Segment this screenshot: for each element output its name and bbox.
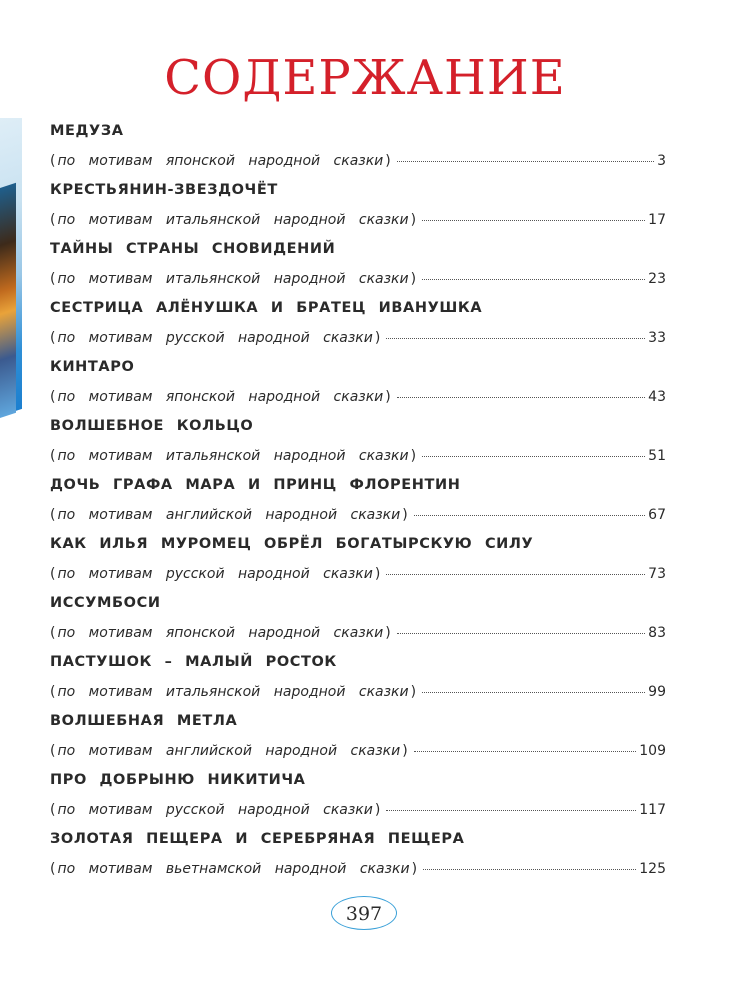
close-paren: ) [410, 448, 417, 464]
toc-entry-title: МЕДУЗА [50, 123, 124, 139]
toc-entry-subtitle: по мотивам вьетнамской народной сказки [57, 861, 410, 877]
toc-entry-subtitle: по мотивам итальянской народной сказки [57, 271, 409, 287]
page-number: 397 [331, 896, 397, 930]
dot-leader [422, 220, 645, 221]
toc-entry-subtitle: по мотивам русской народной сказки [57, 802, 373, 818]
toc-entry-title: ВОЛШЕБНОЕ КОЛЬЦО [50, 418, 254, 434]
toc-entry[interactable] [50, 117, 666, 176]
dot-leader [422, 692, 645, 693]
close-paren: ) [374, 330, 381, 346]
toc-entry-subtitle-line [50, 382, 666, 412]
book-spine-decoration [0, 118, 26, 418]
toc-entry-subtitle: по мотивам японской народной сказки [57, 625, 384, 641]
dot-leader [414, 751, 637, 752]
toc-entry-page: 117 [639, 802, 666, 818]
toc-entry[interactable] [50, 707, 666, 766]
toc-entry-page: 73 [648, 566, 666, 582]
toc-entry-subtitle-line [50, 854, 666, 884]
dot-leader [423, 869, 636, 870]
toc-entry-title: ПАСТУШОК – МАЛЫЙ РОСТОК [50, 654, 337, 670]
toc-entry[interactable] [50, 235, 666, 294]
open-paren: ( [50, 625, 56, 641]
toc-entry-title: ЗОЛОТАЯ ПЕЩЕРА И СЕРЕБРЯНАЯ ПЕЩЕРА [50, 831, 465, 847]
toc-entry[interactable] [50, 648, 666, 707]
toc-entry-title: ВОЛШЕБНАЯ МЕТЛА [50, 713, 238, 729]
open-paren: ( [50, 330, 56, 346]
toc-entry-page: 125 [639, 861, 666, 877]
close-paren: ) [402, 507, 408, 523]
dot-leader [386, 338, 645, 339]
toc-entry-subtitle: по мотивам итальянской народной сказки [57, 212, 409, 228]
open-paren: ( [50, 153, 56, 169]
open-paren: ( [50, 566, 56, 582]
toc-entry-page: 43 [648, 389, 666, 405]
toc-entry-page: 17 [648, 212, 666, 228]
toc-entry[interactable] [50, 412, 666, 471]
open-paren: ( [50, 684, 56, 700]
toc-entry[interactable] [50, 825, 666, 884]
toc-entry-title: ПРО ДОБРЫНЮ НИКИТИЧА [50, 772, 306, 788]
close-paren: ) [374, 802, 381, 818]
dot-leader [397, 161, 654, 162]
toc-entry-title: ИССУМБОСИ [50, 595, 161, 611]
toc-entry-page: 109 [639, 743, 666, 759]
dot-leader [422, 279, 645, 280]
open-paren: ( [50, 448, 56, 464]
close-paren: ) [410, 271, 417, 287]
toc-entry[interactable] [50, 471, 666, 530]
dot-leader [397, 633, 645, 634]
dot-leader [422, 456, 645, 457]
dot-leader [386, 574, 645, 575]
toc-entry-title: ДОЧЬ ГРАФА МАРА И ПРИНЦ ФЛОРЕНТИН [50, 477, 461, 493]
dot-leader [414, 515, 645, 516]
toc-entry[interactable] [50, 589, 666, 648]
close-paren: ) [385, 625, 391, 641]
close-paren: ) [410, 212, 417, 228]
toc-entry[interactable] [50, 176, 666, 235]
toc-entry-subtitle: по мотивам английской народной сказки [57, 507, 401, 523]
toc-entry-subtitle-line [50, 795, 666, 825]
toc-entry-title: КАК ИЛЬЯ МУРОМЕЦ ОБРЁЛ БОГАТЫРСКУЮ СИЛУ [50, 536, 534, 552]
toc-entry-subtitle: по мотивам японской народной сказки [57, 153, 384, 169]
open-paren: ( [50, 389, 56, 405]
toc-entry-page: 23 [648, 271, 666, 287]
open-paren: ( [50, 861, 56, 877]
toc-entry-subtitle-line [50, 736, 666, 766]
toc-entry-subtitle: по мотивам русской народной сказки [57, 330, 373, 346]
toc-entry-title: СЕСТРИЦА АЛЁНУШКА И БРАТЕЦ ИВАНУШКА [50, 300, 483, 316]
toc-entry-subtitle-line [50, 618, 666, 648]
close-paren: ) [410, 684, 417, 700]
page-title: СОДЕРЖАНИЕ [164, 50, 566, 106]
toc-entry-title: ТАЙНЫ СТРАНЫ СНОВИДЕНИЙ [50, 241, 336, 257]
toc-entry-subtitle-line [50, 264, 666, 294]
close-paren: ) [402, 743, 408, 759]
close-paren: ) [385, 153, 391, 169]
open-paren: ( [50, 212, 56, 228]
toc-entry-subtitle-line [50, 441, 666, 471]
toc-entry-subtitle-line [50, 500, 666, 530]
close-paren: ) [385, 389, 391, 405]
close-paren: ) [374, 566, 381, 582]
open-paren: ( [50, 743, 56, 759]
toc-entry-page: 83 [648, 625, 666, 641]
toc-entry-page: 99 [648, 684, 666, 700]
toc-entry-page: 51 [648, 448, 666, 464]
toc-entry[interactable] [50, 530, 666, 589]
toc-entry-title: КИНТАРО [50, 359, 135, 375]
toc-entry[interactable] [50, 766, 666, 825]
toc-entry-subtitle-line [50, 146, 666, 176]
open-paren: ( [50, 802, 56, 818]
toc-entry-subtitle-line [50, 677, 666, 707]
toc-entry-subtitle: по мотивам английской народной сказки [57, 743, 401, 759]
table-of-contents [50, 117, 666, 884]
open-paren: ( [50, 507, 56, 523]
toc-entry-subtitle-line [50, 205, 666, 235]
toc-entry-title: КРЕСТЬЯНИН-ЗВЕЗДОЧЁТ [50, 182, 278, 198]
toc-entry[interactable] [50, 353, 666, 412]
toc-entry-subtitle-line [50, 323, 666, 353]
open-paren: ( [50, 271, 56, 287]
close-paren: ) [411, 861, 418, 877]
toc-entry-page: 33 [648, 330, 666, 346]
toc-entry-subtitle: по мотивам японской народной сказки [57, 389, 384, 405]
toc-entry-subtitle: по мотивам итальянской народной сказки [57, 448, 409, 464]
toc-entry-page: 67 [648, 507, 666, 523]
toc-entry-subtitle-line [50, 559, 666, 589]
toc-entry-subtitle: по мотивам русской народной сказки [57, 566, 373, 582]
toc-entry-page: 3 [657, 153, 666, 169]
toc-entry[interactable] [50, 294, 666, 353]
dot-leader [397, 397, 645, 398]
dot-leader [386, 810, 636, 811]
toc-entry-subtitle: по мотивам итальянской народной сказки [57, 684, 409, 700]
